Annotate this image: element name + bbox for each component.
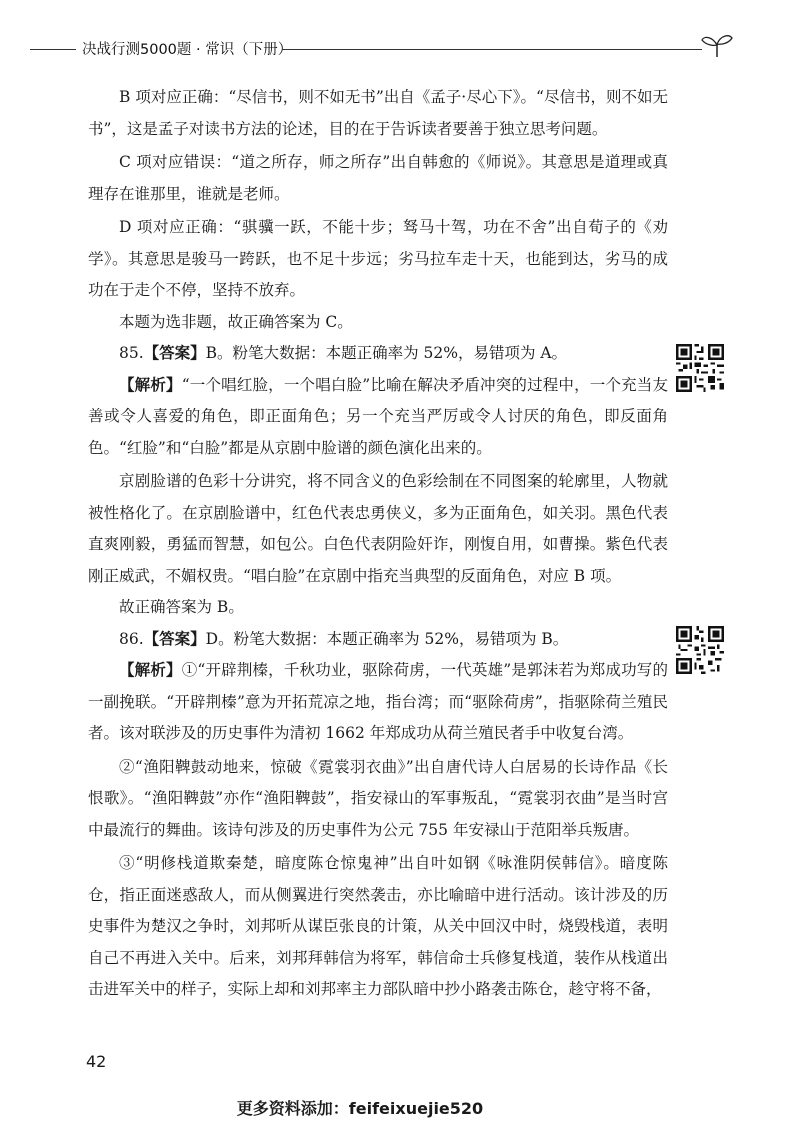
q85-analysis-text: “一个唱红脸，一个唱白脸”比喻在解决矛盾冲突的过程中，一个充当友善或令人喜爱的角色，即正面角色；另一个充当严厉或令人讨厌的角色，即反面角色。“红脸”和“白脸”都是从京剧中脸谱的颜色演化出来的。 <box>88 375 668 457</box>
paragraph-c-option: C 项对应错误：“道之所存，师之所存”出自韩愈的《师说》。其意思是道理或真理存在谁那里，谁就是老师。 <box>88 153 668 203</box>
q85-number: 85. <box>119 344 144 362</box>
q86-answer-text: D。粉笔大数据：本题正确率为 52%，易错项为 B。 <box>205 629 569 648</box>
sprout-icon <box>700 32 734 58</box>
q86-analysis-text: ①“开辟荆榛，千秋功业，驱除荷虏，一代英雄”是郭沫若为郑成功写的一副挽联。“开辟荆榛”意为开拓荒凉之地，指台湾；而“驱除荷虏”，指驱除荷兰殖民者。该对联涉及的历史事件为清初 1662 年郑成功从荷兰殖民者手中收复台湾。 <box>88 661 668 742</box>
paragraph-b-option: B 项对应正确：“尽信书，则不如无书”出自《孟子·尽心下》。“尽信书，则不如无书”，这是孟子对读书方法的论述，目的在于告诉读者要善于独立思考问题。 <box>88 88 668 138</box>
header-rule-left <box>30 49 76 50</box>
q85-answer-tag: 【答案】 <box>143 344 206 362</box>
qr-code-icon[interactable] <box>676 626 724 674</box>
footer-note: 更多资料添加：feifeixuejie520 <box>236 1099 484 1118</box>
q85-paragraph-2: 京剧脸谱的色彩十分讲究，将不同含义的色彩绘制在不同图案的轮廓里，人物就被性格化了。在京剧脸谱中，红色代表忠勇侠义，多为正面角色，如关羽。黑色代表直爽刚毅，勇猛而智慧，如包公。白色代表阴险奸诈，刚愎自用，如曹操。紫色代表刚正威武，不媚权贵。“唱白脸”在京剧中指充当典型的反面角色，对应 B 项。 <box>88 472 668 585</box>
running-header <box>0 32 800 62</box>
q85-analysis-tag: 【解析】 <box>119 375 182 394</box>
page-number: 42 <box>86 1052 107 1071</box>
q86-paragraph-3: ③“明修栈道欺秦楚，暗度陈仓惊鬼神”出自叶如钢《咏淮阴侯韩信》。暗度陈仓，指正面迷惑敌人，而从侧翼进行突然袭击，亦比喻暗中进行活动。该计涉及的历史事件为楚汉之争时，刘邦听从谋臣张良的计策，从关中回汉中时，烧毁栈道，表明自己不再进入关中。后来，刘邦拜韩信为将军，韩信命士兵修复栈道，装作从栈道出击进军关中的样子，实际上却和刘邦率主力部队暗中抄小路袭击陈仓，趁守将不备， <box>88 854 668 998</box>
q86-analysis <box>88 655 668 750</box>
book-title: 决战行测5000题 · 常识（下册） <box>82 42 293 58</box>
header-rule-right <box>282 49 702 50</box>
q86-answer-line <box>88 624 668 656</box>
q85-answer-line <box>88 338 668 370</box>
q86-analysis-tag: 【解析】 <box>119 661 182 679</box>
q86-answer-tag: 【答案】 <box>143 629 206 648</box>
paragraph-d-option: D 项对应正确：“骐骥一跃，不能十步；驽马十驾，功在不舍”出自荀子的《劝学》。其意思是骏马一跨跃，也不足十步远；劣马拉车走十天，也能到达，劣马的成功在于走个不停，坚持不放弃。 <box>88 218 668 299</box>
page-body <box>88 82 668 1006</box>
q85-analysis <box>88 370 668 465</box>
q86-paragraph-2: ②“渔阳鞞鼓动地来，惊破《霓裳羽衣曲》”出自唐代诗人白居易的长诗作品《长恨歌》。“渔阳鞞鼓”亦作“渔阳鞞鼓”，指安禄山的军事叛乱，“霓裳羽衣曲”是当时宫中最流行的舞曲。该诗句涉及的历史事件为公元 755 年安禄山于范阳举兵叛唐。 <box>88 757 668 839</box>
qr-code-icon[interactable] <box>676 344 724 392</box>
paragraph-conclusion-84: 本题为选非题，故正确答案为 C。 <box>119 312 353 331</box>
q85-conclusion: 故正确答案为 B。 <box>119 598 244 616</box>
q86-number: 86. <box>119 629 144 648</box>
q85-answer-text: B。粉笔大数据：本题正确率为 52%，易错项为 A。 <box>205 344 568 362</box>
